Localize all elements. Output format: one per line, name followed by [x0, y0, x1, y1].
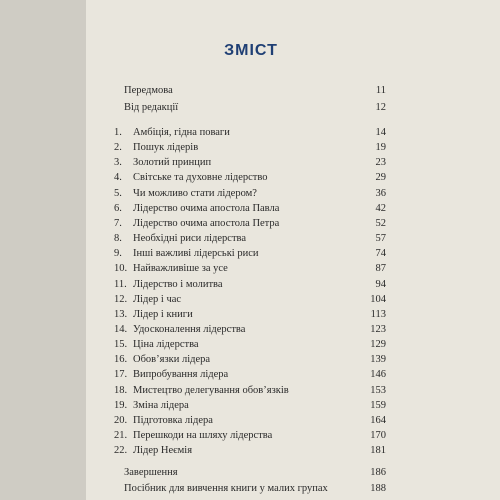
toc-entry	[86, 156, 386, 170]
toc-entry-number: 16.	[114, 354, 128, 366]
toc-entry-number: 8.	[114, 233, 122, 245]
toc-entry-page: 23	[375, 157, 386, 169]
toc-entry-page: 139	[370, 354, 386, 366]
toc-entry	[86, 466, 386, 480]
toc-entry	[86, 414, 386, 428]
toc-entry	[86, 384, 386, 398]
toc-entry-title: Чи можливо стати лідером?	[133, 187, 257, 199]
toc-entry-page: 186	[370, 467, 386, 478]
toc-entry-number: 17.	[114, 369, 128, 381]
toc-entry-page: 14	[375, 127, 386, 138]
toc-entry-page: 123	[370, 323, 386, 335]
toc-entry	[86, 399, 386, 413]
toc-entry-page: 188	[370, 483, 386, 494]
toc-entry-number: 6.	[114, 202, 122, 214]
toc-entry-title: Світське та духовне лідерство	[133, 172, 268, 184]
toc-entry-title: Мистецтво делегування обов’язків	[133, 384, 289, 396]
toc-entry-number: 7.	[114, 217, 122, 229]
toc-entry	[86, 308, 386, 322]
toc-entry	[86, 84, 386, 98]
toc-entry-number: 15.	[114, 339, 128, 351]
toc-entry	[86, 262, 386, 276]
toc-entry-number: 10.	[114, 263, 128, 275]
toc-entry-title: Лідер і час	[133, 293, 182, 305]
toc-entry-title: Необхідні риси лідерства	[133, 233, 247, 245]
toc-entry-page: 12	[375, 101, 386, 113]
toc-entry-number: 18.	[114, 384, 128, 396]
toc-entry-number: 21.	[114, 430, 128, 441]
toc-entry-number: 5.	[114, 187, 122, 199]
toc-entry-page: 159	[370, 399, 386, 411]
toc-entry-number: 3.	[114, 157, 122, 169]
toc-entry-page: 29	[375, 172, 386, 184]
toc-entry-page: 153	[370, 384, 386, 396]
toc-entry-title: Завершення	[124, 467, 178, 478]
page-title: ЗМІСТ	[224, 42, 278, 59]
toc-entry	[86, 293, 386, 307]
toc-entry-title: Від редакції	[124, 101, 179, 113]
toc-entry-title: Удосконалення лідерства	[133, 323, 246, 335]
toc-entry-page: 129	[370, 339, 386, 351]
toc-entry-title: Ціна лідерства	[133, 339, 199, 351]
toc-entry-page: 11	[375, 85, 386, 96]
toc-entry	[86, 482, 386, 496]
toc-entry	[86, 126, 386, 140]
toc-entry	[86, 217, 386, 231]
toc-entry-page: 36	[375, 187, 386, 199]
toc-entry-title: Перешкоди на шляху лідерства	[133, 430, 273, 441]
toc-entry	[86, 368, 386, 382]
toc-entry	[86, 429, 386, 443]
toc-entry-number: 20.	[114, 414, 128, 426]
toc-entry-page: 181	[370, 445, 386, 457]
toc-entry-number: 2.	[114, 142, 122, 154]
toc-entry-page: 19	[375, 142, 386, 154]
toc-entry	[86, 141, 386, 155]
toc-entry	[86, 338, 386, 352]
toc-entry-title: Передмова	[124, 85, 173, 96]
toc-entry-title: Зміна лідера	[133, 399, 189, 411]
toc-entry-number: 4.	[114, 172, 122, 184]
toc-entry-title: Лідерство очима апостола Петра	[133, 217, 280, 229]
book-page	[86, 0, 500, 500]
toc-entry-title: Пошук лідерів	[133, 142, 199, 154]
toc-entry-title: Лідер Неємія	[133, 445, 193, 457]
toc-entry-page: 52	[375, 217, 386, 229]
toc-entry-number: 12.	[114, 293, 128, 305]
toc-entry-number: 13.	[114, 308, 128, 320]
toc-entry	[86, 187, 386, 201]
toc-entry-title: Підготовка лідера	[133, 414, 213, 426]
toc-entry-number: 22.	[114, 445, 128, 457]
toc-entry-number: 19.	[114, 399, 128, 411]
toc-entry-page: 87	[375, 263, 386, 275]
toc-entry-number: 11.	[114, 278, 127, 290]
toc-entry	[86, 323, 386, 337]
toc-entry-number: 1.	[114, 127, 122, 138]
toc-entry-number: 14.	[114, 323, 128, 335]
toc-entry-number: 9.	[114, 248, 122, 260]
toc-entry	[86, 247, 386, 261]
toc-entry	[86, 101, 386, 115]
toc-entry-page: 104	[370, 293, 386, 305]
toc-entry-page: 170	[370, 430, 386, 441]
toc-entry-title: Лідерство очима апостола Павла	[133, 202, 280, 214]
toc-entry	[86, 444, 386, 458]
toc-entry-title: Випробування лідера	[133, 369, 229, 381]
toc-entry-page: 94	[375, 278, 386, 290]
toc-entry-title: Посібник для вивчення книги у малих групах	[124, 483, 328, 494]
toc-entry-title: Найважливіше за усе	[133, 263, 228, 275]
toc-entry-page: 164	[370, 414, 386, 426]
toc-entry-title: Обов’язки лідера	[133, 354, 211, 366]
toc-entry	[86, 278, 386, 292]
toc-entry-title: Лідер і книги	[133, 308, 193, 320]
toc-entry	[86, 171, 386, 185]
toc-entry-title: Інші важливі лідерські риси	[133, 248, 259, 260]
toc-entry	[86, 232, 386, 246]
toc-entry-page: 57	[375, 233, 386, 245]
toc-entry	[86, 353, 386, 367]
toc-entry-page: 74	[375, 248, 386, 260]
toc-entry-title: Амбіція, гідна поваги	[133, 127, 230, 138]
toc-entry-page: 42	[375, 202, 386, 214]
toc-entry-title: Золотий принцип	[133, 157, 212, 169]
toc-entry-page: 113	[370, 308, 386, 320]
toc-entry-page: 146	[370, 369, 386, 381]
toc-entry	[86, 202, 386, 216]
toc-entry-title: Лідерство і молитва	[133, 278, 223, 290]
